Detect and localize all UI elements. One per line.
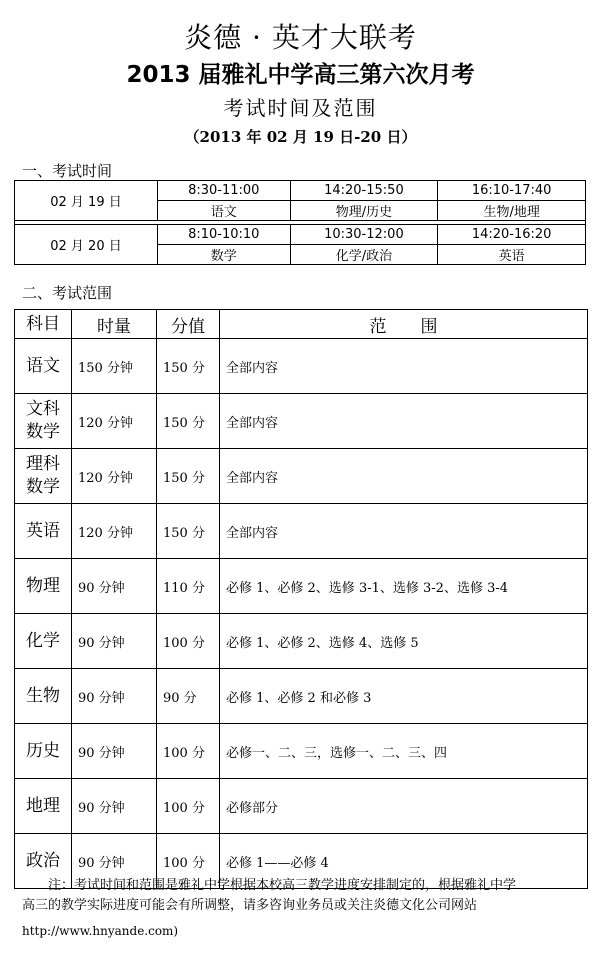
scope-range: 必修 1、必修 2、选修 4、选修 5	[220, 614, 588, 669]
col-header-points: 分值	[157, 310, 220, 339]
footnote	[22, 876, 582, 916]
scope-points: 150 分	[157, 449, 220, 504]
scope-subject	[15, 779, 72, 834]
scope-header-row	[15, 310, 588, 339]
org-title: 炎德 · 英才大联考	[184, 21, 417, 54]
schedule-time: 8:10-10:10	[158, 225, 291, 245]
scope-row	[15, 339, 588, 394]
scope-subject	[15, 449, 72, 504]
scope-range: 必修一、二、三，选修一、二、三、四	[220, 724, 588, 779]
footnote-line2: 高三的教学实际进度可能会有所调整，请多咨询业务员或关注炎德文化公司网站	[22, 898, 478, 913]
scope-subject	[15, 669, 72, 724]
schedule-time: 14:20-16:20	[438, 225, 586, 245]
schedule-subject: 化学/政治	[290, 245, 438, 265]
scope-points: 150 分	[157, 504, 220, 559]
doc-subtitle: 考试时间及范围	[223, 96, 378, 120]
scope-row	[15, 559, 588, 614]
scope-subject-line1: 化学	[26, 630, 60, 651]
scope-points: 150 分	[157, 394, 220, 449]
col-header-range: 范 围	[220, 310, 588, 339]
scope-section-title: 二、考试范围	[22, 284, 113, 302]
scope-range: 必修 1、必修 2、选修 3-1、选修 3-2、选修 3-4	[220, 559, 588, 614]
schedule-subject: 语文	[158, 201, 291, 221]
scope-subject-line1: 文科	[26, 399, 60, 419]
scope-duration: 90 分钟	[72, 614, 157, 669]
scope-range: 全部内容	[220, 504, 588, 559]
schedule-table	[14, 180, 586, 265]
scope-subject-line2: 数学	[26, 422, 60, 442]
scope-subject-line1: 地理	[26, 795, 60, 816]
schedule-time: 10:30-12:00	[290, 225, 438, 245]
scope-duration: 120 分钟	[72, 449, 157, 504]
scope-subject-line1: 英语	[26, 520, 60, 541]
scope-row	[15, 394, 588, 449]
scope-row	[15, 504, 588, 559]
exam-title: 2013 届雅礼中学高三第六次月考	[126, 62, 475, 88]
scope-duration: 150 分钟	[72, 339, 157, 394]
col-header-subject: 科目	[15, 310, 72, 339]
schedule-row-day2-times	[15, 225, 586, 245]
scope-range: 必修部分	[220, 779, 588, 834]
scope-subject-line1: 语文	[26, 355, 60, 376]
scope-range: 必修 1——必修 4	[220, 834, 588, 889]
schedule-subject: 数学	[158, 245, 291, 265]
col-header-duration: 时量	[72, 310, 157, 339]
schedule-subject: 物理/历史	[290, 201, 438, 221]
exam-date-range: （2013 年 02 月 19 日-20 日）	[184, 128, 417, 146]
schedule-row-day1-times	[15, 181, 586, 201]
schedule-subject: 英语	[438, 245, 586, 265]
scope-duration: 90 分钟	[72, 779, 157, 834]
footnote-line1: 注：考试时间和范围是雅礼中学根据本校高三教学进度安排制定的，根据雅礼中学	[48, 878, 517, 893]
scope-points: 100 分	[157, 834, 220, 889]
scope-row	[15, 669, 588, 724]
scope-duration: 120 分钟	[72, 504, 157, 559]
scope-subject-line1: 物理	[26, 575, 60, 596]
schedule-time: 16:10-17:40	[438, 181, 586, 201]
scope-subject-line1: 政治	[26, 850, 60, 871]
scope-row	[15, 724, 588, 779]
scope-points: 100 分	[157, 779, 220, 834]
scope-range: 全部内容	[220, 394, 588, 449]
scope-subject-line1: 理科	[26, 454, 60, 474]
scope-row	[15, 779, 588, 834]
scope-subject	[15, 559, 72, 614]
schedule-subject: 生物/地理	[438, 201, 586, 221]
scope-points: 100 分	[157, 614, 220, 669]
scope-range: 全部内容	[220, 339, 588, 394]
scope-duration: 90 分钟	[72, 834, 157, 889]
scope-range: 必修 1、必修 2 和必修 3	[220, 669, 588, 724]
schedule-time: 14:20-15:50	[290, 181, 438, 201]
scope-subject-line1: 历史	[26, 740, 60, 761]
scope-duration: 90 分钟	[72, 559, 157, 614]
scope-subject	[15, 504, 72, 559]
website-link[interactable]: http://www.hnyande.com)	[22, 924, 179, 938]
scope-subject-line1: 生物	[26, 685, 60, 706]
scope-points: 90 分	[157, 669, 220, 724]
scope-subject	[15, 724, 72, 779]
schedule-section-title: 一、考试时间	[22, 162, 113, 180]
scope-points: 150 分	[157, 339, 220, 394]
scope-subject	[15, 339, 72, 394]
scope-row	[15, 614, 588, 669]
schedule-date: 02 月 20 日	[15, 225, 158, 265]
scope-duration: 90 分钟	[72, 724, 157, 779]
scope-range: 全部内容	[220, 449, 588, 504]
scope-duration: 120 分钟	[72, 394, 157, 449]
scope-subject-line2: 数学	[26, 477, 60, 497]
scope-points: 110 分	[157, 559, 220, 614]
scope-duration: 90 分钟	[72, 669, 157, 724]
scope-points: 100 分	[157, 724, 220, 779]
scope-subject	[15, 394, 72, 449]
scope-subject	[15, 614, 72, 669]
scope-row	[15, 449, 588, 504]
schedule-time: 8:30-11:00	[158, 181, 291, 201]
scope-table	[14, 309, 588, 889]
schedule-date: 02 月 19 日	[15, 181, 158, 221]
